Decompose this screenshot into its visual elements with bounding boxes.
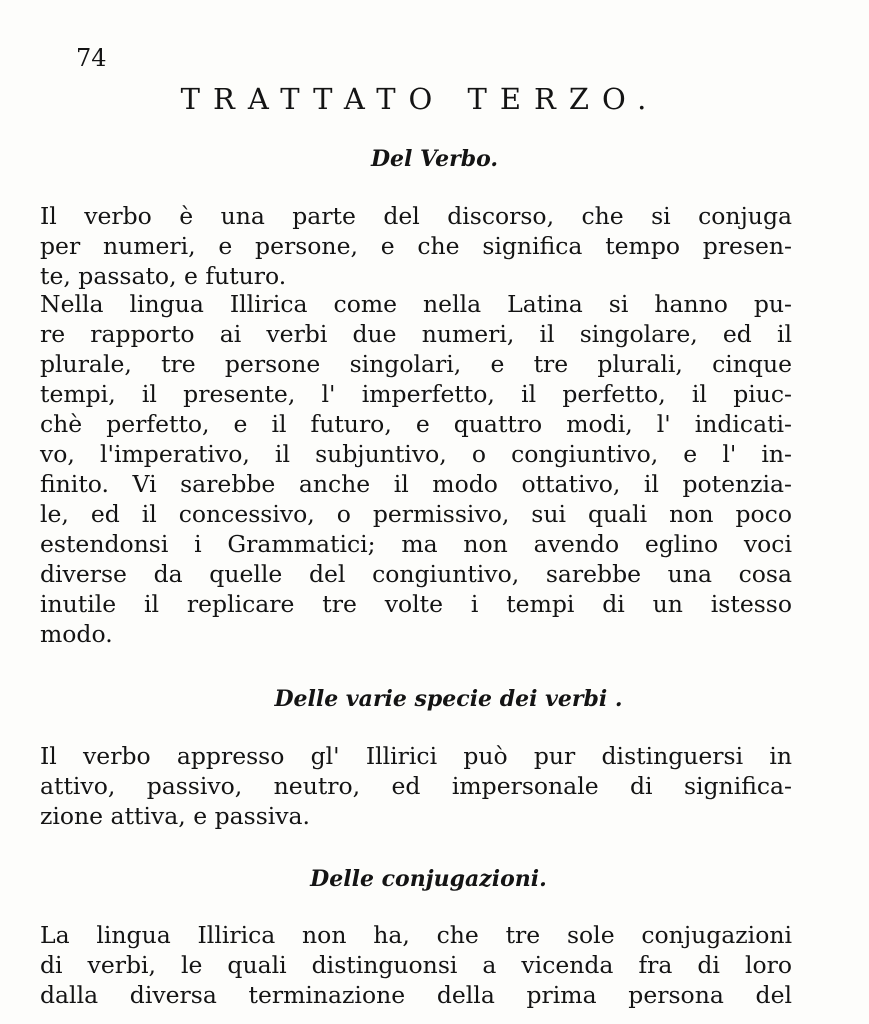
- text-line: re rapporto ai verbi due numeri, il singolare, ed il: [40, 320, 792, 348]
- section-heading-del-verbo: Del Verbo.: [370, 146, 499, 172]
- paragraph: [40, 201, 792, 291]
- page-number: 74: [76, 44, 107, 72]
- text-line: Il verbo è una parte del discorso, che si conjuga: [40, 202, 792, 230]
- text-line: modo.: [40, 620, 113, 648]
- text-line: zione attiva, e passiva.: [40, 802, 311, 830]
- text-line: per numeri, e persone, e che significa tempo presen-: [40, 232, 792, 260]
- paragraph: [40, 289, 792, 649]
- text-line: vo, l'imperativo, il subjuntivo, o congiuntivo, e l' in-: [40, 440, 792, 468]
- text-line: plurale, tre persone singolari, e tre plurali, cinque: [40, 350, 792, 378]
- text-line: chè perfetto, e il futuro, e quattro modi, l' indicati-: [40, 410, 792, 438]
- paragraph: [40, 920, 792, 1010]
- text-line: dalla diversa terminazione della prima persona del: [40, 981, 792, 1009]
- text-line: finito. Vi sarebbe anche il modo ottativo, il potenzia-: [40, 470, 792, 498]
- text-line: tempi, il presente, l' imperfetto, il perfetto, il piuc-: [40, 380, 792, 408]
- text-line: di verbi, le quali distinguonsi a vicenda fra di loro: [40, 951, 792, 979]
- text-line: diverse da quelle del congiuntivo, sarebbe una cosa: [40, 560, 792, 588]
- text-line: attivo, passivo, neutro, ed impersonale di significa-: [40, 772, 792, 800]
- text-line: Il verbo appresso gl' Illirici può pur distinguersi in: [40, 742, 792, 770]
- paragraph: [40, 741, 792, 831]
- text-line: La lingua Illirica non ha, che tre sole conjugazioni: [40, 921, 792, 949]
- text-line: estendonsi i Grammatici; ma non avendo eglino voci: [40, 530, 792, 558]
- text-line: te, passato, e futuro.: [40, 262, 287, 290]
- text-line: inutile il replicare tre volte i tempi di un istesso: [40, 590, 792, 618]
- section-heading-conjugazioni: Delle conjugazioni.: [310, 866, 547, 892]
- running-head: TRATTATO TERZO.: [180, 82, 660, 116]
- text-line: Nella lingua Illirica come nella Latina si hanno pu-: [40, 290, 792, 318]
- section-heading-varie-specie: Delle varie specie dei verbi .: [274, 686, 623, 712]
- text-line: le, ed il concessivo, o permissivo, sui quali non poco: [40, 500, 792, 528]
